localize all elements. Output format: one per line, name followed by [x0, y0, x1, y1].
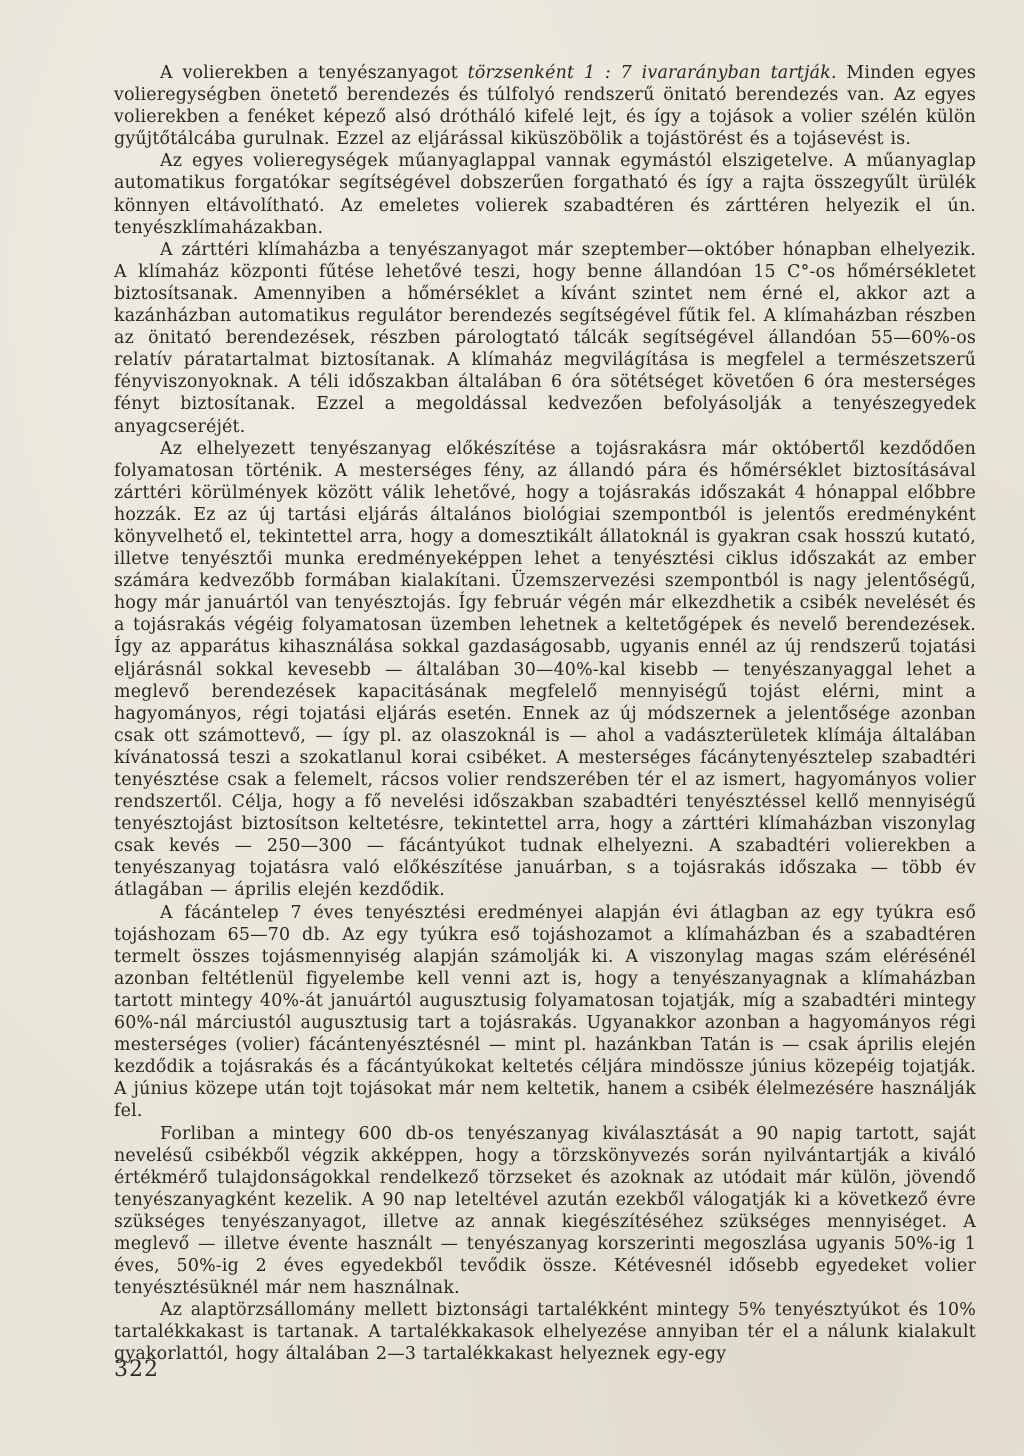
paragraph-2: Az egyes volieregységek műanyaglappal vannak egymástól elszigetelve. A műanyaglap automatikus forgatókar segítségével dobszerűen forgatható és így a rajta összegyűlt ürülék könnyen eltávolítható. Az emeletes volierek szabadtéren és zárttéren helyezik el ún. tenyészklímaházakban. — [114, 151, 976, 238]
paragraph-6: Forliban a mintegy 600 db-os tenyészanyag kiválasztását a 90 napig tartott, saját nevelésű csibékből végzik akképpen, hogy a törzskönyvezés során nyilvántartják a kiváló értékmérő tulajdonságokkal rendelkező törzseket és azoknak az utódait már külön, jövendő tenyészanyagként kezelik. A 90 nap leteltével azután ezekből válogatják ki a következő évre szükséges tenyészanyagot, illetve az annak kiegészítéséhez szükséges mennyiséget. A meglevő — illetve évente használt — tenyészanyag korszerinti megoszlása ugyanis 50%-ig 1 éves, 50%-ig 2 éves egyedekből tevődik össze. Kétévesnél idősebb egyedeket volier tenyésztésüknél már nem használnak. — [114, 1123, 976, 1299]
paragraph-1-start: A volierekben a tenyészanyagot — [160, 63, 468, 83]
paragraph-1 — [114, 62, 976, 150]
paragraph-1-rest: Minden egyes volieregységben önetető berendezés és túlfolyó rendszerű önitató berendezés van. Az egyes volierekben a fenéket képező alsó drótháló kifelé lejt, és így a tojások a volier szélén külön gyűjtőtálcába gurulnak. Ezzel az eljárással kiküszöbölik a tojástörést és a tojásevést is. — [114, 63, 976, 150]
paragraph-3: A zárttéri klímaházba a tenyészanyagot már szeptember—október hónapban elhelyezik. A klímaház központi fűtése lehetővé teszi, hogy benne állandóan 15 C°-os hőmérsékletet biztosítsanak. Amennyiben a hőmérséklet a kívánt szintet nem érné el, akkor azt a kazánházban automatikus regulátor berendezés segítségével fűtik fel. A klímaházban részben az önitató berendezések, részben párologtató tálcák segítségével állandóan 55—60%-os relatív páratartalmat biztosítanak. A klímaház megvilágítása is megfelel a természetszerű fényviszonyoknak. A téli időszakban általában 6 óra sötétséget követően 6 óra mesterséges fényt biztosítanak. Ezzel a megoldással kedvezően befolyásolják a tenyészegyedek anyagcseréjét. — [114, 239, 976, 437]
paragraph-7: Az alaptörzsállomány mellett biztonsági tartalékként mintegy 5% tenyésztyúkot és 10% tartalékkakast is tartanak. A tartalékkakasok elhelyezése annyiban tér el a nálunk kialakult gyakorlattól, hogy általában 2—3 tartalékkakast helyeznek egy-egy — [114, 1300, 976, 1365]
page-number: 322 — [114, 1357, 159, 1382]
paragraph-1-emphasis: törzsenként 1 : 7 ivararányban tartják. — [467, 63, 837, 83]
paragraph-5: A fácántelep 7 éves tenyésztési eredményei alapján évi átlagban az egy tyúkra eső tojáshozam 65—70 db. Az egy tyúkra eső tojáshozamot a klímaházban és a szabadtéren termelt összes tojásmennyiség alapján számolják ki. A viszonylag magas szám elérésénél azonban feltétlenül figyelembe kell venni azt is, hogy a tenyészanyagnak a klímaházban tartott mintegy 40%-át januártól augusztusig folyamatosan tojatják, míg a szabadtéri mintegy 60%-nál márciustól augusztusig tart a tojásrakás. Ugyanakkor azonban a hagyományos régi mesterséges (volier) fácántenyésztésnél — mint pl. hazánkban Tatán is — csak április elején kezdődik a tojásrakás és a fácántyúkokat keltetés céljára mindössze június közepéig tojatják. A június közepe után tojt tojásokat már nem keltetik, hanem a csibék élelmezésére használják fel. — [114, 902, 976, 1122]
paragraph-4: Az elhelyezett tenyészanyag előkészítése a tojásrakásra már októbertől kezdődően folyamatosan történik. A mesterséges fény, az állandó pára és hőmérséklet biztosításával zárttéri körülmények között válik lehetővé, hogy a tojásrakás időszakát 4 hónappal előbbre hozzák. Ez az új tartási eljárás általános biológiai szempontból is jelentős eredményként könyvelhető el, tekintettel arra, hogy a domesztikált állatoknál is gyakran csak hosszú kutató, illetve tenyésztői munka eredményeképpen lehet a tenyésztési ciklus időszakát az ember számára kedvezőbb formában kialakítani. Üzemszervezési szempontból is nagy jelentőségű, hogy már januártól van tenyésztojás. Így február végén már elkezdhetik a csibék nevelését és a tojásrakás végéig folyamatosan üzemben lehetnek a keltetőgépek és nevelő berendezések. Így az apparátus kihasználása sokkal gazdaságosabb, ugyanis ennél az új rendszerű tojatási eljárásnál sokkal kevesebb — általában 30—40%-kal kisebb — tenyészanyaggal lehet a meglevő berendezések kapacitásának megfelelő mennyiségű tojást elérni, mint a hagyományos, régi tojatási eljárás esetén. Ennek az új módszernek a jelentősége azonban csak ott számottevő, — így pl. az olaszoknál is — ahol a vadászterületek klímája általában kívánatossá teszi a szokatlanul korai csibéket. A mesterséges fácánytenyésztelep szabadtéri tenyésztése csak a felemelt, rácsos volier rendszerében tér el az ismert, hagyományos volier rendszertől. Célja, hogy a fő nevelési időszakban szabadtéri tenyésztéssel kellő mennyiségű tenyésztojást biztosítson keltetésre, tekintettel arra, hogy a zárttéri klímaházban viszonylag csak kevés — 250—300 — fácántyúkot tudnak elhelyezni. A szabadtéri volierekben a tenyészanyag tojatásra való előkészítése januárban, s a tojásrakás időszaka — több év átlagában — április elején kezdődik. — [114, 438, 976, 901]
body-text — [114, 62, 976, 1366]
